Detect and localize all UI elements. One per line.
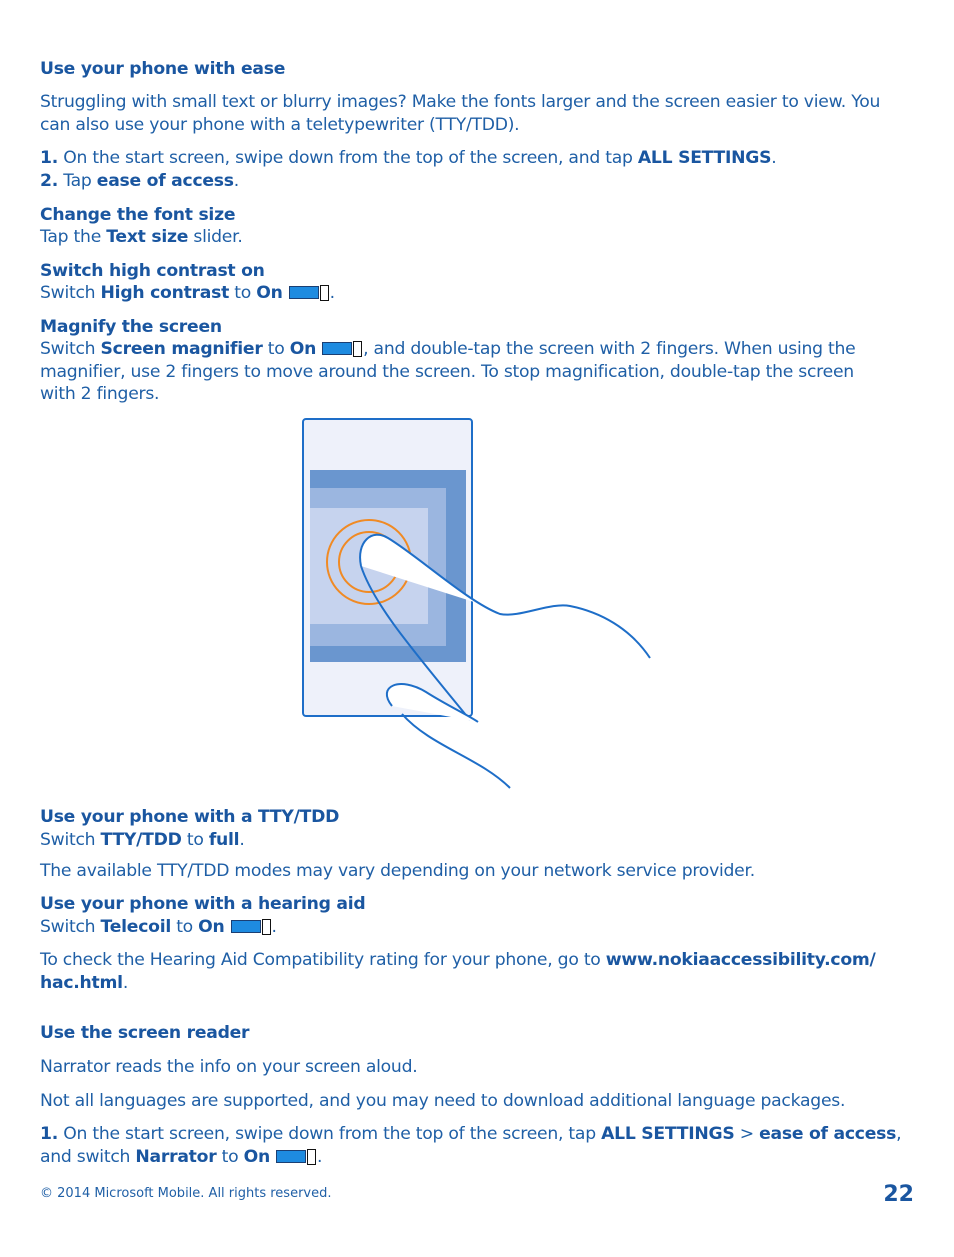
toggle-on-icon xyxy=(276,1149,316,1165)
reader-p2: Not all languages are supported, and you may need to download additional language packages. xyxy=(40,1091,846,1111)
copyright: © 2014 Microsoft Mobile. All rights reserved. xyxy=(40,1186,332,1201)
step-1: 1. On the start screen, swipe down from the top of the screen, and tap ALL SETTINGS. xyxy=(40,148,777,168)
magnify-illustration xyxy=(300,416,660,790)
intro-line-1: Struggling with small text or blurry images? Make the fonts larger and the screen easier to view. You xyxy=(40,92,881,112)
section-title: Use your phone with ease xyxy=(40,59,286,79)
magnify-line-3: with 2 fingers. xyxy=(40,384,160,404)
reader-heading: Use the screen reader xyxy=(40,1023,250,1043)
tty-note: The available TTY/TDD modes may vary depending on your network service provider. xyxy=(40,861,755,881)
reader-step-line-2: and switch Narrator to On . xyxy=(40,1147,323,1167)
hearing-note-line-1: To check the Hearing Aid Compatibility rating for your phone, go to www.nokiaaccessibility.com/ xyxy=(40,950,876,970)
hearing-note-line-2: hac.html. xyxy=(40,973,129,993)
magnify-line-2: magnifier, use 2 fingers to move around the screen. To stop magnification, double-tap the screen xyxy=(40,362,854,382)
step-2: 2. Tap ease of access. xyxy=(40,171,239,191)
toggle-on-icon xyxy=(231,919,271,935)
hearing-heading: Use your phone with a hearing aid xyxy=(40,894,366,914)
hearing-text: Switch Telecoil to On . xyxy=(40,917,277,937)
hac-link[interactable]: www.nokiaaccessibility.com/ xyxy=(605,950,876,970)
magnify-heading: Magnify the screen xyxy=(40,317,222,337)
reader-p1: Narrator reads the info on your screen aloud. xyxy=(40,1057,418,1077)
toggle-on-icon xyxy=(322,341,362,357)
tty-heading: Use your phone with a TTY/TDD xyxy=(40,807,340,827)
toggle-on-icon xyxy=(289,285,329,301)
font-size-text: Tap the Text size slider. xyxy=(40,227,243,247)
intro-line-2: can also use your phone with a teletypewriter (TTY/TDD). xyxy=(40,115,520,135)
reader-step-line-1: 1. On the start screen, swipe down from the top of the screen, tap ALL SETTINGS > ease of access, xyxy=(40,1124,902,1144)
hand-wrist xyxy=(402,714,510,788)
hac-link-continued[interactable]: hac.html xyxy=(40,973,123,993)
tty-text: Switch TTY/TDD to full. xyxy=(40,830,245,850)
font-size-heading: Change the font size xyxy=(40,205,236,225)
high-contrast-heading: Switch high contrast on xyxy=(40,261,265,281)
high-contrast-text: Switch High contrast to On . xyxy=(40,283,335,303)
magnify-line-1: Switch Screen magnifier to On , and double-tap the screen with 2 fingers. When using the xyxy=(40,339,856,359)
page-number: 22 xyxy=(883,1182,914,1207)
